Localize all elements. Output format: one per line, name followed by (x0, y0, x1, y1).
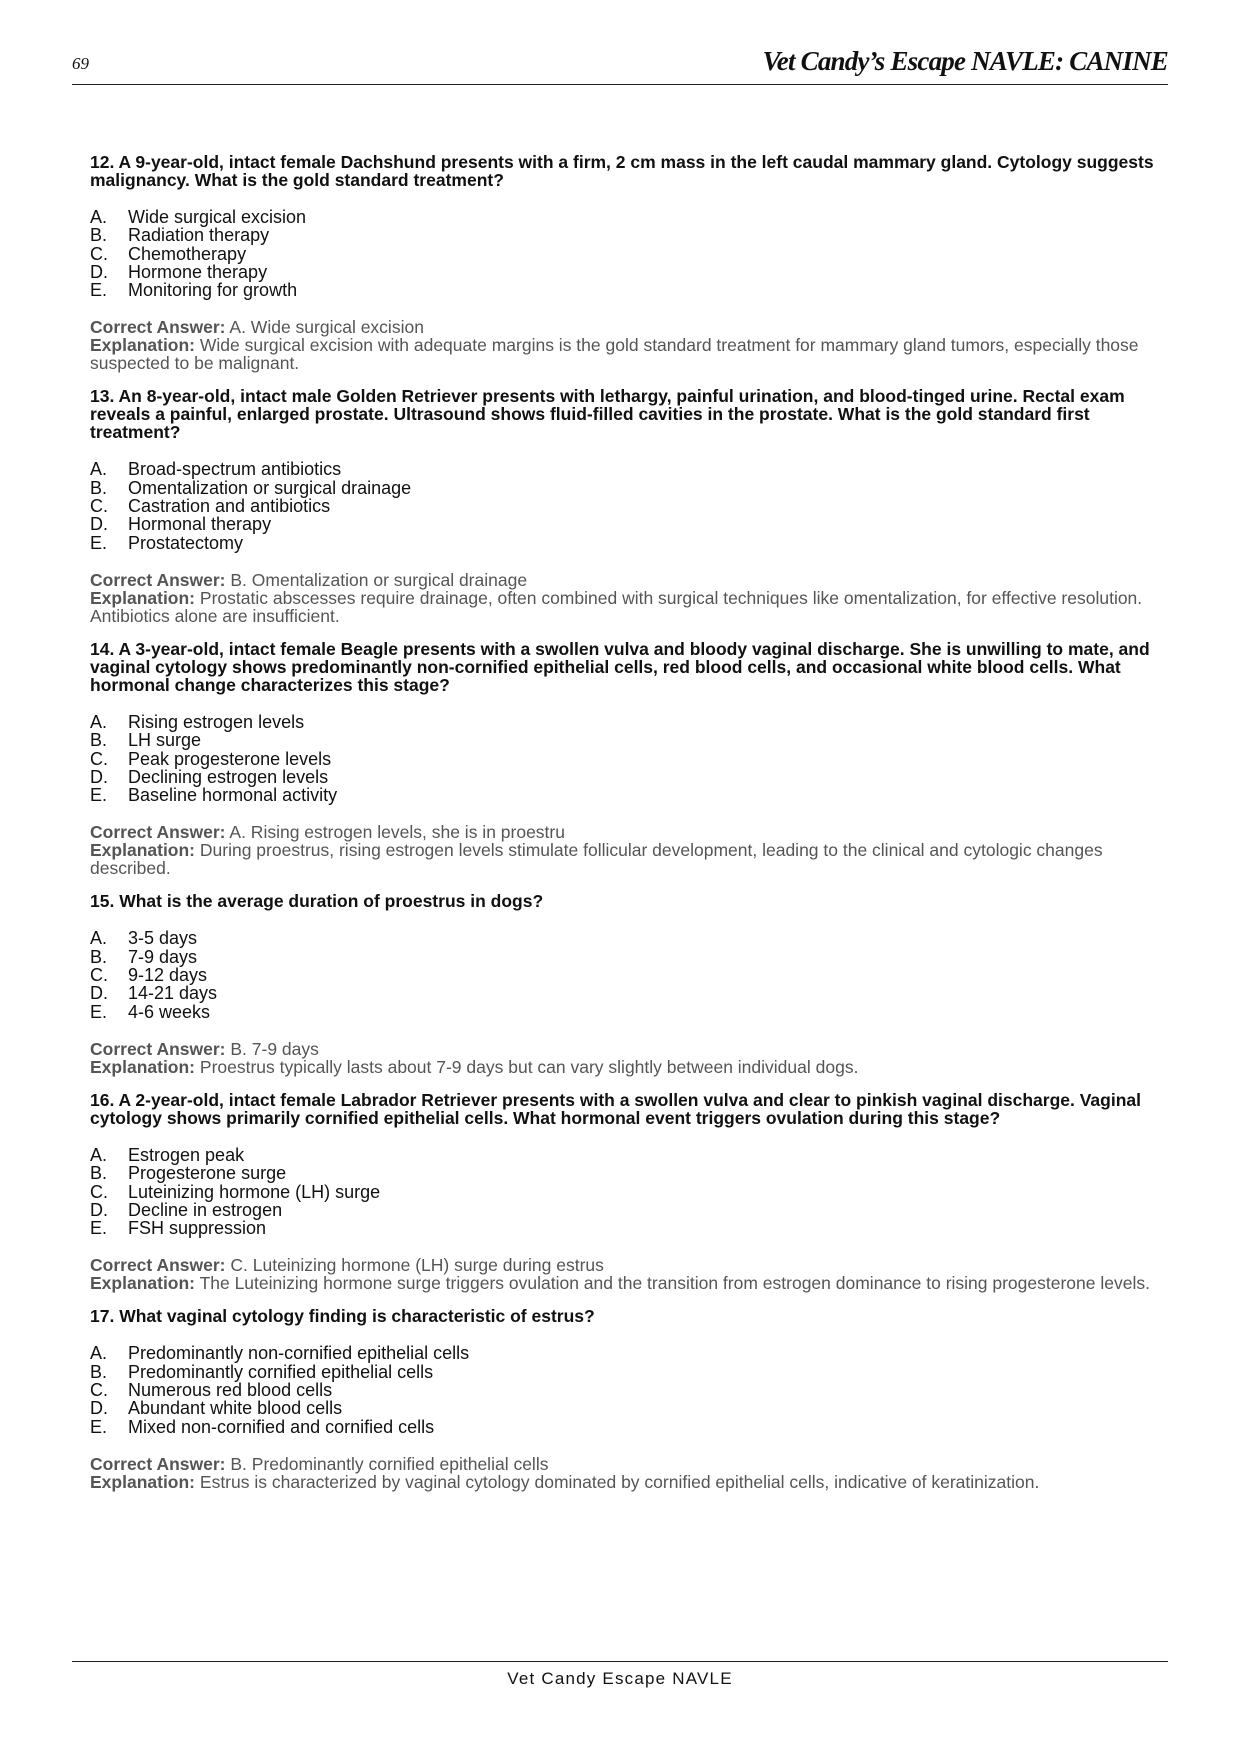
answer-options (90, 460, 1168, 551)
option-letter: C. (90, 496, 108, 517)
option-letter: C. (90, 243, 108, 264)
correct-answer (90, 1040, 1168, 1058)
option-text: Declining estrogen levels (128, 766, 329, 787)
option-letter: B. (90, 1361, 108, 1382)
correct-answer (90, 318, 1168, 336)
option-text: LH surge (128, 730, 202, 751)
answer-option (90, 1164, 1168, 1182)
option-text: Broad-spectrum antibiotics (128, 459, 342, 480)
answer-option (90, 1344, 1168, 1362)
option-text: Wide surgical excision (128, 207, 307, 227)
page-footer (72, 1661, 1168, 1689)
correct-answer-text: B. Predominantly cornified epithelial cells (230, 1453, 549, 1474)
correct-answer-label: Correct Answer: (90, 822, 226, 843)
explanation (90, 841, 1168, 877)
answer-option (90, 1363, 1168, 1381)
answer-option (90, 1381, 1168, 1399)
answer-option (90, 460, 1168, 478)
explanation-text: Prostatic abscesses require drainage, often combined with surgical techniques like omentalization, for effective resolution. Antibiotics alone are insufficient. (90, 587, 1143, 626)
correct-answer-label: Correct Answer: (90, 1453, 226, 1474)
option-letter: A. (90, 928, 108, 949)
option-letter: B. (90, 225, 108, 246)
answer-block (90, 1040, 1168, 1076)
answer-options (90, 929, 1168, 1020)
correct-answer-label: Correct Answer: (90, 1255, 226, 1276)
correct-answer-label: Correct Answer: (90, 569, 226, 590)
option-letter: E. (90, 280, 108, 301)
answer-option (90, 515, 1168, 533)
explanation (90, 1274, 1168, 1292)
option-letter: C. (90, 1181, 108, 1202)
explanation (90, 1058, 1168, 1076)
option-letter: A. (90, 711, 108, 732)
answer-options (90, 208, 1168, 299)
correct-answer-text: B. 7-9 days (230, 1038, 319, 1059)
answer-option (90, 1418, 1168, 1436)
question-block (90, 1307, 1168, 1490)
question-list (90, 153, 1168, 1506)
answer-option (90, 226, 1168, 244)
option-letter: C. (90, 965, 108, 986)
answer-option (90, 245, 1168, 263)
option-letter: D. (90, 983, 108, 1004)
answer-option (90, 1201, 1168, 1219)
answer-option (90, 281, 1168, 299)
question-block (90, 1091, 1168, 1292)
correct-answer-label: Correct Answer: (90, 1038, 226, 1059)
option-text: Radiation therapy (128, 225, 270, 246)
explanation-label: Explanation: (90, 1273, 196, 1294)
answer-option (90, 1146, 1168, 1164)
option-text: Mixed non-cornified and cornified cells (128, 1416, 435, 1437)
answer-option (90, 786, 1168, 804)
option-text: Castration and antibiotics (128, 496, 331, 517)
question-block (90, 153, 1168, 372)
option-letter: A. (90, 459, 108, 480)
question-block (90, 892, 1168, 1075)
option-text: Predominantly cornified epithelial cells (128, 1361, 434, 1382)
correct-answer-text: B. Omentalization or surgical drainage (230, 569, 528, 590)
option-letter: C. (90, 1380, 108, 1401)
explanation-label: Explanation: (90, 335, 196, 356)
page-header (72, 44, 1168, 85)
option-text: Prostatectomy (128, 532, 244, 553)
correct-answer-text: A. Rising estrogen levels, she is in proestru (229, 822, 565, 843)
explanation-text: Wide surgical excision with adequate margins is the gold standard treatment for mammary gland tumors, especially those suspected to be malignant. (90, 335, 1139, 374)
answer-option (90, 1003, 1168, 1021)
option-letter: E. (90, 785, 108, 806)
answer-block (90, 571, 1168, 625)
option-text: 7-9 days (128, 946, 198, 967)
option-text: Omentalization or surgical drainage (128, 477, 412, 498)
answer-option (90, 750, 1168, 768)
running-title: Vet Candy’s Escape NAVLE: CANINE (762, 46, 1168, 76)
option-letter: B. (90, 477, 108, 498)
explanation (90, 589, 1168, 625)
explanation-text: During proestrus, rising estrogen levels stimulate follicular development, leading to the clinical and cytologic changes described. (90, 840, 1103, 879)
question-stem: 16. A 2-year-old, intact female Labrador Retriever presents with a swollen vulva and clear to pinkish vaginal discharge. Vaginal cytology shows primarily cornified epithelial cells. What hormonal event triggers ovulation during this stage? (90, 1089, 1141, 1128)
answer-option (90, 479, 1168, 497)
option-letter: E. (90, 532, 108, 553)
option-text: Hormonal therapy (128, 514, 272, 535)
correct-answer-label: Correct Answer: (90, 317, 226, 338)
option-text: Progesterone surge (128, 1163, 287, 1184)
option-text: Monitoring for growth (128, 280, 298, 301)
option-text: Estrogen peak (128, 1144, 245, 1165)
correct-answer (90, 823, 1168, 841)
correct-answer (90, 1256, 1168, 1274)
option-text: Luteinizing hormone (LH) surge (128, 1181, 381, 1202)
explanation-label: Explanation: (90, 1471, 196, 1492)
page-number: 69 (72, 54, 89, 73)
answer-block (90, 1256, 1168, 1292)
option-letter: D. (90, 514, 108, 535)
option-text: Numerous red blood cells (128, 1380, 333, 1401)
answer-option (90, 713, 1168, 731)
option-text: Predominantly non-cornified epithelial cells (128, 1343, 470, 1364)
question-stem: 17. What vaginal cytology finding is characteristic of estrus? (90, 1306, 595, 1327)
question-stem: 14. A 3-year-old, intact female Beagle presents with a swollen vulva and bloody vaginal discharge. She is unwilling to mate, and vaginal cytology shows predominantly non-cornified epithelial cells, red blood cells, and occasional white blood cells. What hormonal change characterizes this stage? (90, 638, 1150, 695)
option-text: Peak progesterone levels (128, 748, 332, 769)
explanation (90, 1473, 1168, 1491)
answer-option (90, 534, 1168, 552)
answer-option (90, 263, 1168, 281)
explanation-text: The Luteinizing hormone surge triggers ovulation and the transition from estrogen dominance to rising progesterone levels. (199, 1273, 1150, 1294)
option-text: 3-5 days (128, 928, 198, 949)
option-text: 4-6 weeks (128, 1001, 211, 1022)
option-letter: D. (90, 1199, 108, 1220)
answer-block (90, 823, 1168, 877)
option-letter: B. (90, 946, 108, 967)
option-letter: B. (90, 1163, 108, 1184)
answer-option (90, 208, 1168, 226)
question-stem: 12. A 9-year-old, intact female Dachshund presents with a firm, 2 cm mass in the left caudal mammary gland. Cytology suggests malignancy. What is the gold standard treatment? (90, 152, 1154, 190)
option-text: Baseline hormonal activity (128, 785, 338, 806)
option-text: 9-12 days (128, 965, 208, 986)
option-letter: A. (90, 1144, 108, 1165)
explanation-label: Explanation: (90, 587, 196, 608)
question-block (90, 387, 1168, 624)
option-letter: D. (90, 261, 108, 282)
option-letter: A. (90, 1343, 108, 1364)
answer-option (90, 948, 1168, 966)
option-letter: E. (90, 1416, 108, 1437)
correct-answer (90, 571, 1168, 589)
answer-option (90, 984, 1168, 1002)
explanation-label: Explanation: (90, 1056, 196, 1077)
answer-options (90, 713, 1168, 804)
question-stem: 13. An 8-year-old, intact male Golden Retriever presents with lethargy, painful urination, and blood-tinged urine. Rectal exam reveals a painful, enlarged prostate. Ultrasound shows fluid-filled cavities in the prostate. What is the gold standard first treatment? (90, 386, 1125, 443)
explanation (90, 336, 1168, 372)
answer-option (90, 731, 1168, 749)
option-text: Chemotherapy (128, 243, 247, 264)
option-text: Abundant white blood cells (128, 1398, 343, 1419)
footer-text: Vet Candy Escape NAVLE (507, 1669, 733, 1688)
correct-answer-text: C. Luteinizing hormone (LH) surge during estrus (230, 1255, 604, 1276)
option-letter: B. (90, 730, 108, 751)
option-letter: C. (90, 748, 108, 769)
option-letter: E. (90, 1218, 108, 1239)
option-letter: D. (90, 766, 108, 787)
answer-block (90, 318, 1168, 372)
explanation-text: Proestrus typically lasts about 7-9 days but can vary slightly between individual dogs. (199, 1056, 859, 1077)
question-block (90, 640, 1168, 877)
option-text: 14-21 days (128, 983, 218, 1004)
answer-option (90, 966, 1168, 984)
answer-block (90, 1455, 1168, 1491)
question-stem: 15. What is the average duration of proestrus in dogs? (90, 891, 544, 912)
option-text: FSH suppression (128, 1218, 267, 1239)
answer-option (90, 497, 1168, 515)
explanation-text: Estrus is characterized by vaginal cytology dominated by cornified epithelial cells, indicative of keratinization. (199, 1471, 1040, 1492)
answer-option (90, 1399, 1168, 1417)
answer-options (90, 1146, 1168, 1237)
option-text: Hormone therapy (128, 261, 268, 282)
option-text: Decline in estrogen (128, 1199, 283, 1220)
answer-option (90, 1219, 1168, 1237)
option-letter: A. (90, 207, 108, 227)
answer-option (90, 768, 1168, 786)
explanation-label: Explanation: (90, 840, 196, 861)
answer-options (90, 1344, 1168, 1435)
option-text: Rising estrogen levels (128, 711, 305, 732)
correct-answer (90, 1455, 1168, 1473)
correct-answer-text: A. Wide surgical excision (229, 317, 424, 338)
answer-option (90, 929, 1168, 947)
answer-option (90, 1183, 1168, 1201)
option-letter: E. (90, 1001, 108, 1022)
option-letter: D. (90, 1398, 108, 1419)
